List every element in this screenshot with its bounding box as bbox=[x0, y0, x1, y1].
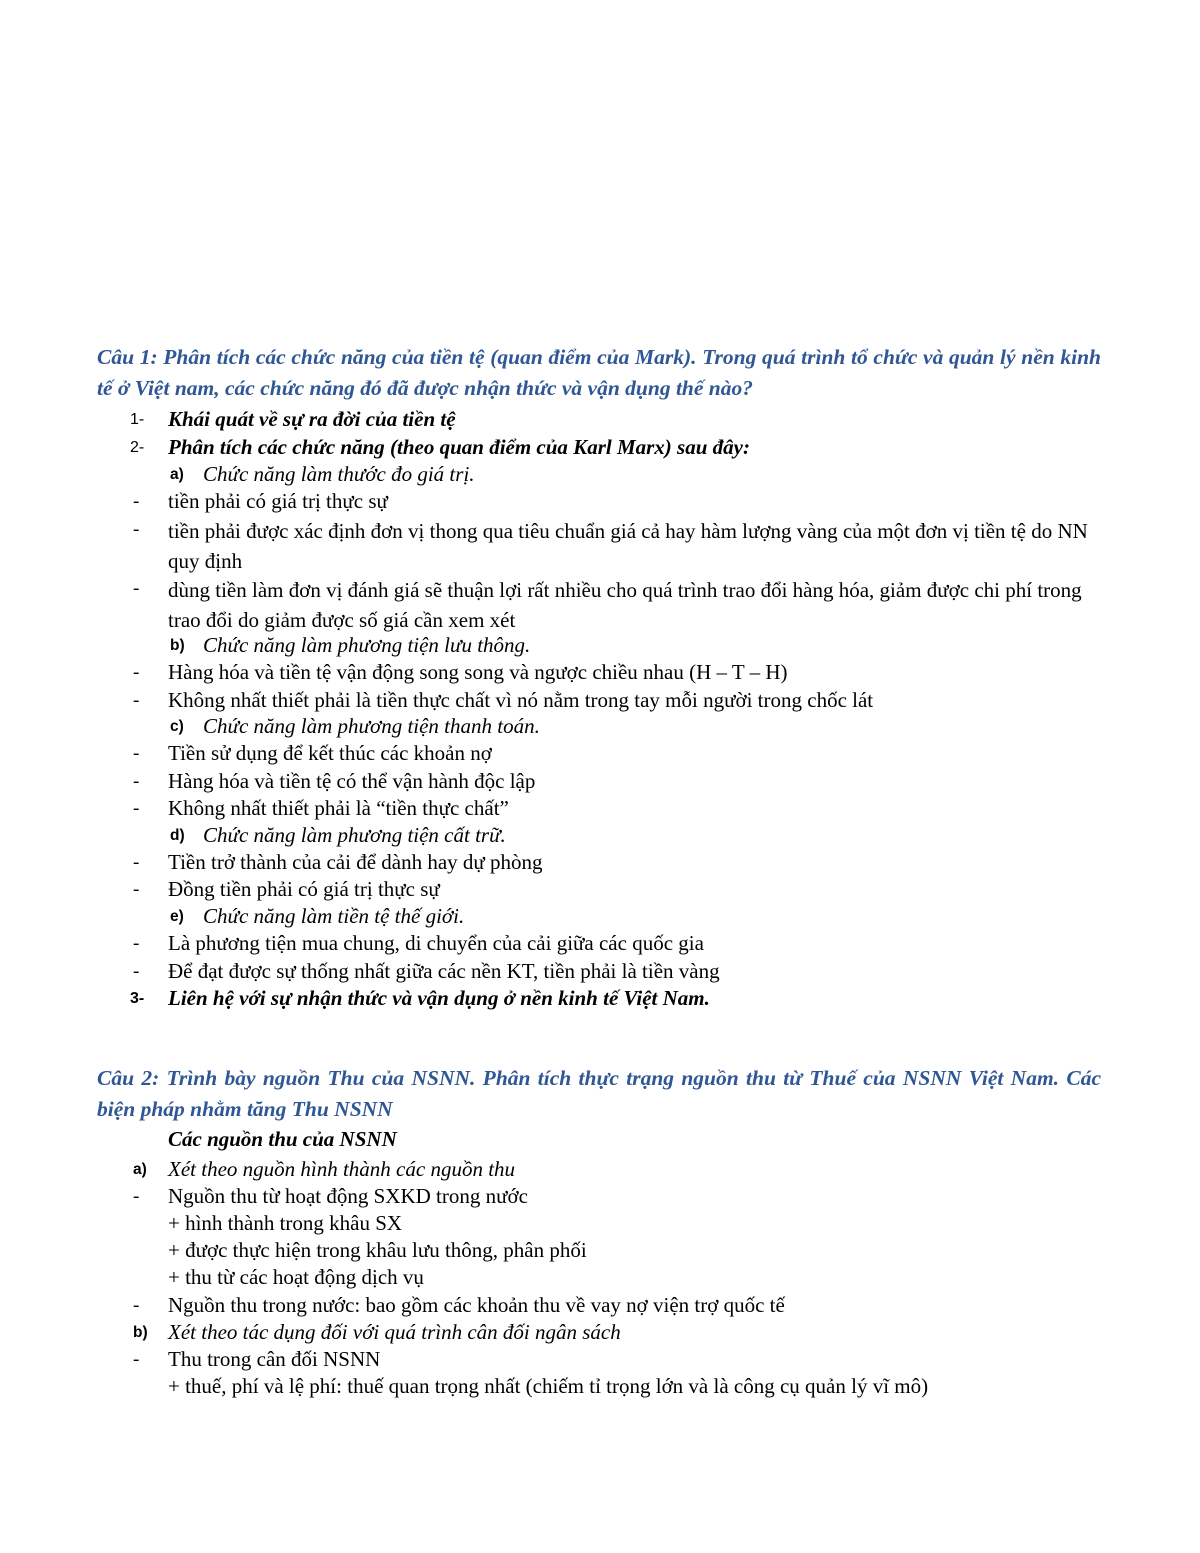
bullet-dash: - bbox=[133, 933, 140, 954]
question-2-title: Câu 2: Trình bày nguồn Thu của NSNN. Phân tích thực trạng nguồn thu từ Thuế của NSNN Việt Nam. Các biện pháp nhằm tăng Thu NSNN bbox=[97, 1066, 1101, 1121]
list-letter: a) bbox=[133, 1161, 147, 1178]
bullet-text: Nguồn thu từ hoạt động SXKD trong nước bbox=[168, 1184, 528, 1208]
bullet-text: Thu trong cân đối NSNN bbox=[168, 1347, 381, 1371]
list-letter: d) bbox=[170, 827, 185, 844]
subsection-label: Xét theo nguồn hình thành các nguồn thu bbox=[168, 1157, 516, 1181]
bullet-dash: - bbox=[133, 662, 140, 683]
subsection-label: Chức năng làm phương tiện cất trữ. bbox=[203, 823, 506, 847]
subsection-label: Chức năng làm phương tiện thanh toán. bbox=[203, 714, 540, 738]
bullet-dash: - bbox=[133, 743, 140, 764]
bullet-dash: - bbox=[133, 852, 140, 873]
bullet-text: Đồng tiền phải có giá trị thực sự bbox=[168, 877, 440, 901]
bullet-dash: - bbox=[133, 1349, 140, 1370]
bullet-text: Nguồn thu trong nước: bao gồm các khoản thu về vay nợ viện trợ quốc tế bbox=[168, 1293, 785, 1317]
section-heading: Khái quát về sự ra đời của tiền tệ bbox=[168, 407, 456, 431]
subsection-label: Chức năng làm phương tiện lưu thông. bbox=[203, 633, 531, 657]
section-heading: Các nguồn thu của NSNN bbox=[168, 1127, 397, 1151]
bullet-text: Hàng hóa và tiền tệ vận động song song và ngược chiều nhau (H – T – H) bbox=[168, 660, 788, 684]
list-letter: b) bbox=[133, 1324, 148, 1341]
list-letter: c) bbox=[170, 718, 184, 735]
bullet-dash: - bbox=[133, 1295, 140, 1316]
bullet-text: tiền phải được xác định đơn vị thong qua tiêu chuẩn giá cả hay hàm lượng vàng của một đơn vị tiền tệ do NN quy định bbox=[168, 519, 1088, 573]
bullet-dash: - bbox=[133, 1186, 140, 1207]
list-number: 1- bbox=[130, 411, 145, 428]
section-heading: Liên hệ với sự nhận thức và vận dụng ở nền kinh tế Việt Nam. bbox=[168, 986, 710, 1010]
bullet-dash: - bbox=[133, 690, 140, 711]
bullet-text: Tiền trở thành của cải để dành hay dự phòng bbox=[168, 850, 543, 874]
bullet-text: dùng tiền làm đơn vị đánh giá sẽ thuận lợi rất nhiều cho quá trình trao đổi hàng hóa, giảm được chi phí trong trao đổi do giảm được số giá cần xem xét bbox=[168, 578, 1082, 632]
section-heading: Phân tích các chức năng (theo quan điểm của Karl Marx) sau đây: bbox=[168, 435, 750, 459]
list-number: 3- bbox=[130, 990, 145, 1007]
sub-bullet-text: + thuế, phí và lệ phí: thuế quan trọng nhất (chiếm tỉ trọng lớn và là công cụ quản lý vĩ mô) bbox=[168, 1374, 929, 1398]
bullet-text: Là phương tiện mua chung, di chuyển của cải giữa các quốc gia bbox=[168, 931, 704, 955]
bullet-dash: - bbox=[133, 961, 140, 982]
bullet-text: tiền phải có giá trị thực sự bbox=[168, 489, 388, 513]
bullet-text: Không nhất thiết phải là tiền thực chất vì nó nằm trong tay mỗi người trong chốc lát bbox=[168, 688, 874, 712]
bullet-text: Để đạt được sự thống nhất giữa các nền KT, tiền phải là tiền vàng bbox=[168, 959, 720, 983]
bullet-text: Tiền sử dụng để kết thúc các khoản nợ bbox=[168, 741, 492, 765]
bullet-dash: - bbox=[133, 771, 140, 792]
question-1-title: Câu 1: Phân tích các chức năng của tiền tệ (quan điểm của Mark). Trong quá trình tổ chức và quản lý nền kinh tế ở Việt nam, các chức năng đó đã được nhận thức và vận dụng thế nào? bbox=[97, 345, 1101, 400]
subsection-label: Xét theo tác dụng đối với quá trình cân đối ngân sách bbox=[168, 1320, 621, 1344]
sub-bullet-text: + thu từ các hoạt động dịch vụ bbox=[168, 1265, 424, 1289]
subsection-label: Chức năng làm thước đo giá trị. bbox=[203, 462, 475, 486]
sub-bullet-text: + hình thành trong khâu SX bbox=[168, 1211, 403, 1235]
bullet-text: Không nhất thiết phải là “tiền thực chất” bbox=[168, 796, 509, 820]
bullet-dash: - bbox=[133, 798, 140, 819]
bullet-dash: - bbox=[133, 491, 140, 512]
list-number: 2- bbox=[130, 439, 145, 456]
list-letter: e) bbox=[170, 908, 184, 925]
bullet-dash: - bbox=[133, 578, 140, 599]
bullet-dash: - bbox=[133, 879, 140, 900]
bullet-dash: - bbox=[133, 519, 140, 540]
sub-bullet-text: + được thực hiện trong khâu lưu thông, phân phối bbox=[168, 1238, 587, 1262]
list-letter: a) bbox=[170, 466, 184, 483]
list-letter: b) bbox=[170, 637, 185, 654]
bullet-text: Hàng hóa và tiền tệ có thể vận hành độc lập bbox=[168, 769, 536, 793]
subsection-label: Chức năng làm tiền tệ thế giới. bbox=[203, 904, 465, 928]
